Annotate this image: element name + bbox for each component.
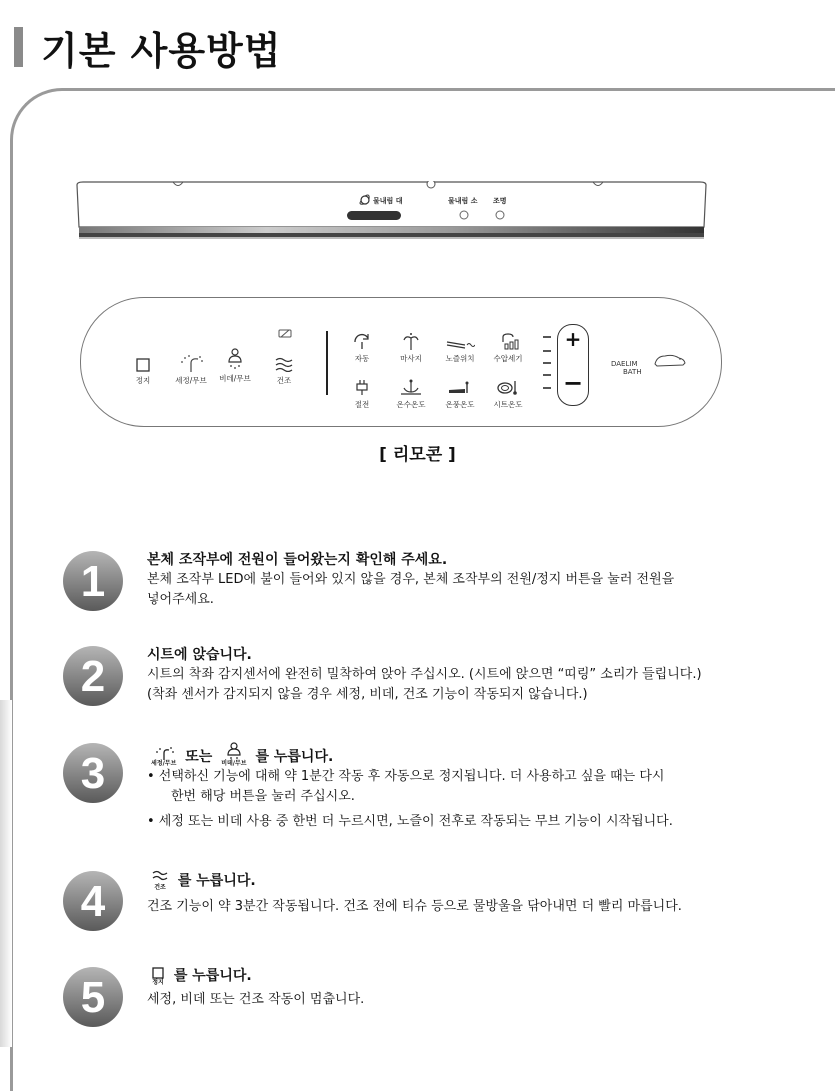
air-temp-icon — [447, 380, 473, 396]
bidet-button[interactable]: 비데/무브 — [207, 348, 263, 384]
nozzle-icon — [445, 336, 475, 350]
battery-icon — [278, 328, 294, 340]
control-unit — [75, 181, 708, 244]
stop-button[interactable]: 정지 — [115, 350, 171, 386]
water-temp-button[interactable]: 온수온도 — [383, 374, 439, 410]
remote-caption: [ 리모콘 ] — [379, 445, 456, 465]
remote-control — [80, 297, 722, 427]
step-text: 건조 기능이 약 3분간 작동됩니다. 건조 전에 티슈 등으로 물방울을 닦아내면 더 빨리 마릅니다. — [147, 899, 682, 914]
step-number-badge — [62, 966, 124, 1028]
step-text: 세정, 비데 또는 건조 작동이 멈춥니다. — [147, 992, 365, 1007]
level-control — [557, 324, 589, 406]
step-heading: 건조 를 누릅니다. — [147, 870, 827, 891]
seat-temp-button[interactable]: 시트온도 — [480, 374, 536, 410]
dry-button[interactable]: 건조 — [256, 350, 312, 386]
level-indicator — [543, 387, 551, 389]
bear-logo-icon — [653, 350, 687, 370]
massage-button[interactable]: 마사지 — [383, 328, 439, 364]
page-title — [14, 22, 281, 72]
dry-icon: 건조 — [151, 870, 169, 891]
step-bullet: • 세정 또는 비데 사용 중 한번 더 누르시면, 노즐이 전후로 작동되는 무브 기능이 시작됩니다. — [147, 814, 673, 829]
wash-spray-icon — [178, 354, 204, 372]
rinse-small-label: 물내림 소 — [448, 197, 478, 205]
svg-text:3: 3 — [80, 749, 106, 798]
step-bullet: • 선택하신 기능에 대해 약 1분간 작동 후 자동으로 정지됩니다. 더 사용하고 싶을 때는 다시 한번 해당 버튼을 눌러 주십시오. — [147, 769, 665, 804]
stop-icon: 정지 — [151, 967, 165, 986]
step-heading: 시트에 앉습니다. — [147, 647, 252, 663]
wash-icon: 세정/무브 — [151, 746, 176, 767]
page-title-text: 기본 사용방법 — [41, 28, 282, 73]
title-bar — [14, 27, 23, 67]
step-heading: 정지 를 누릅니다. — [152, 968, 252, 986]
auto-icon — [351, 332, 373, 350]
nozzle-position-button[interactable]: 노즐위치 — [432, 328, 488, 364]
pressure-icon — [497, 332, 519, 350]
step-number-badge — [62, 550, 124, 612]
side-shade — [0, 700, 12, 1047]
step-text: 본체 조작부 LED에 불이 들어와 있지 않을 경우, 본체 조작부의 전원/정지 버튼을 눌러 전원을 — [147, 572, 675, 587]
wash-button[interactable]: 세정/무브 — [163, 350, 219, 386]
bidet-spray-icon — [225, 348, 245, 370]
step-text: 시트의 착좌 감지센서에 완전히 밀착하여 앉아 주십시오. (시트에 앉으면 “띠링” 소리가 들립니다.) — [147, 667, 702, 682]
step-number-badge — [62, 742, 124, 804]
plus-button[interactable]: + — [564, 327, 582, 351]
step-text: (착좌 센서가 감지되지 않을 경우 세정, 비데, 건조 기능이 작동되지 않습니다.) — [147, 687, 588, 702]
minus-button[interactable]: − — [562, 369, 584, 397]
level-indicator — [543, 362, 551, 364]
bidet-icon: 비데/무브 — [221, 742, 246, 767]
step-number-badge — [62, 870, 124, 932]
plug-icon — [353, 378, 371, 396]
level-indicator — [543, 374, 551, 376]
light-label: 조명 — [493, 197, 507, 205]
seat-temp-icon — [496, 378, 520, 396]
step-heading: 세정/무브 또는 비데/무브 를 누릅니다. — [147, 742, 827, 767]
level-indicator — [543, 336, 551, 338]
step-heading: 본체 조작부에 전원이 들어왔는지 확인해 주세요. — [147, 552, 448, 568]
water-temp-icon — [398, 378, 424, 396]
massage-icon — [400, 332, 422, 350]
dry-wave-icon — [274, 356, 294, 372]
svg-text:4: 4 — [80, 877, 106, 926]
power-save-button[interactable]: 절전 — [334, 374, 390, 410]
brand-logo: DAELIM BATH — [611, 360, 642, 376]
svg-text:1: 1 — [80, 557, 106, 606]
rinse-large-label: 물내림 대 — [373, 197, 403, 205]
water-pressure-button[interactable]: 수압세기 — [480, 328, 536, 364]
remote-separator — [326, 331, 328, 395]
stop-icon — [136, 358, 150, 372]
step-number-badge — [62, 645, 124, 707]
control-unit-drawing — [75, 181, 708, 244]
step-text: 넣어주세요. — [147, 592, 214, 607]
svg-text:5: 5 — [80, 973, 106, 1022]
svg-text:2: 2 — [80, 652, 106, 701]
auto-button[interactable]: 자동 — [334, 328, 390, 364]
air-temp-button[interactable]: 온풍온도 — [432, 374, 488, 410]
level-indicator — [543, 350, 551, 352]
